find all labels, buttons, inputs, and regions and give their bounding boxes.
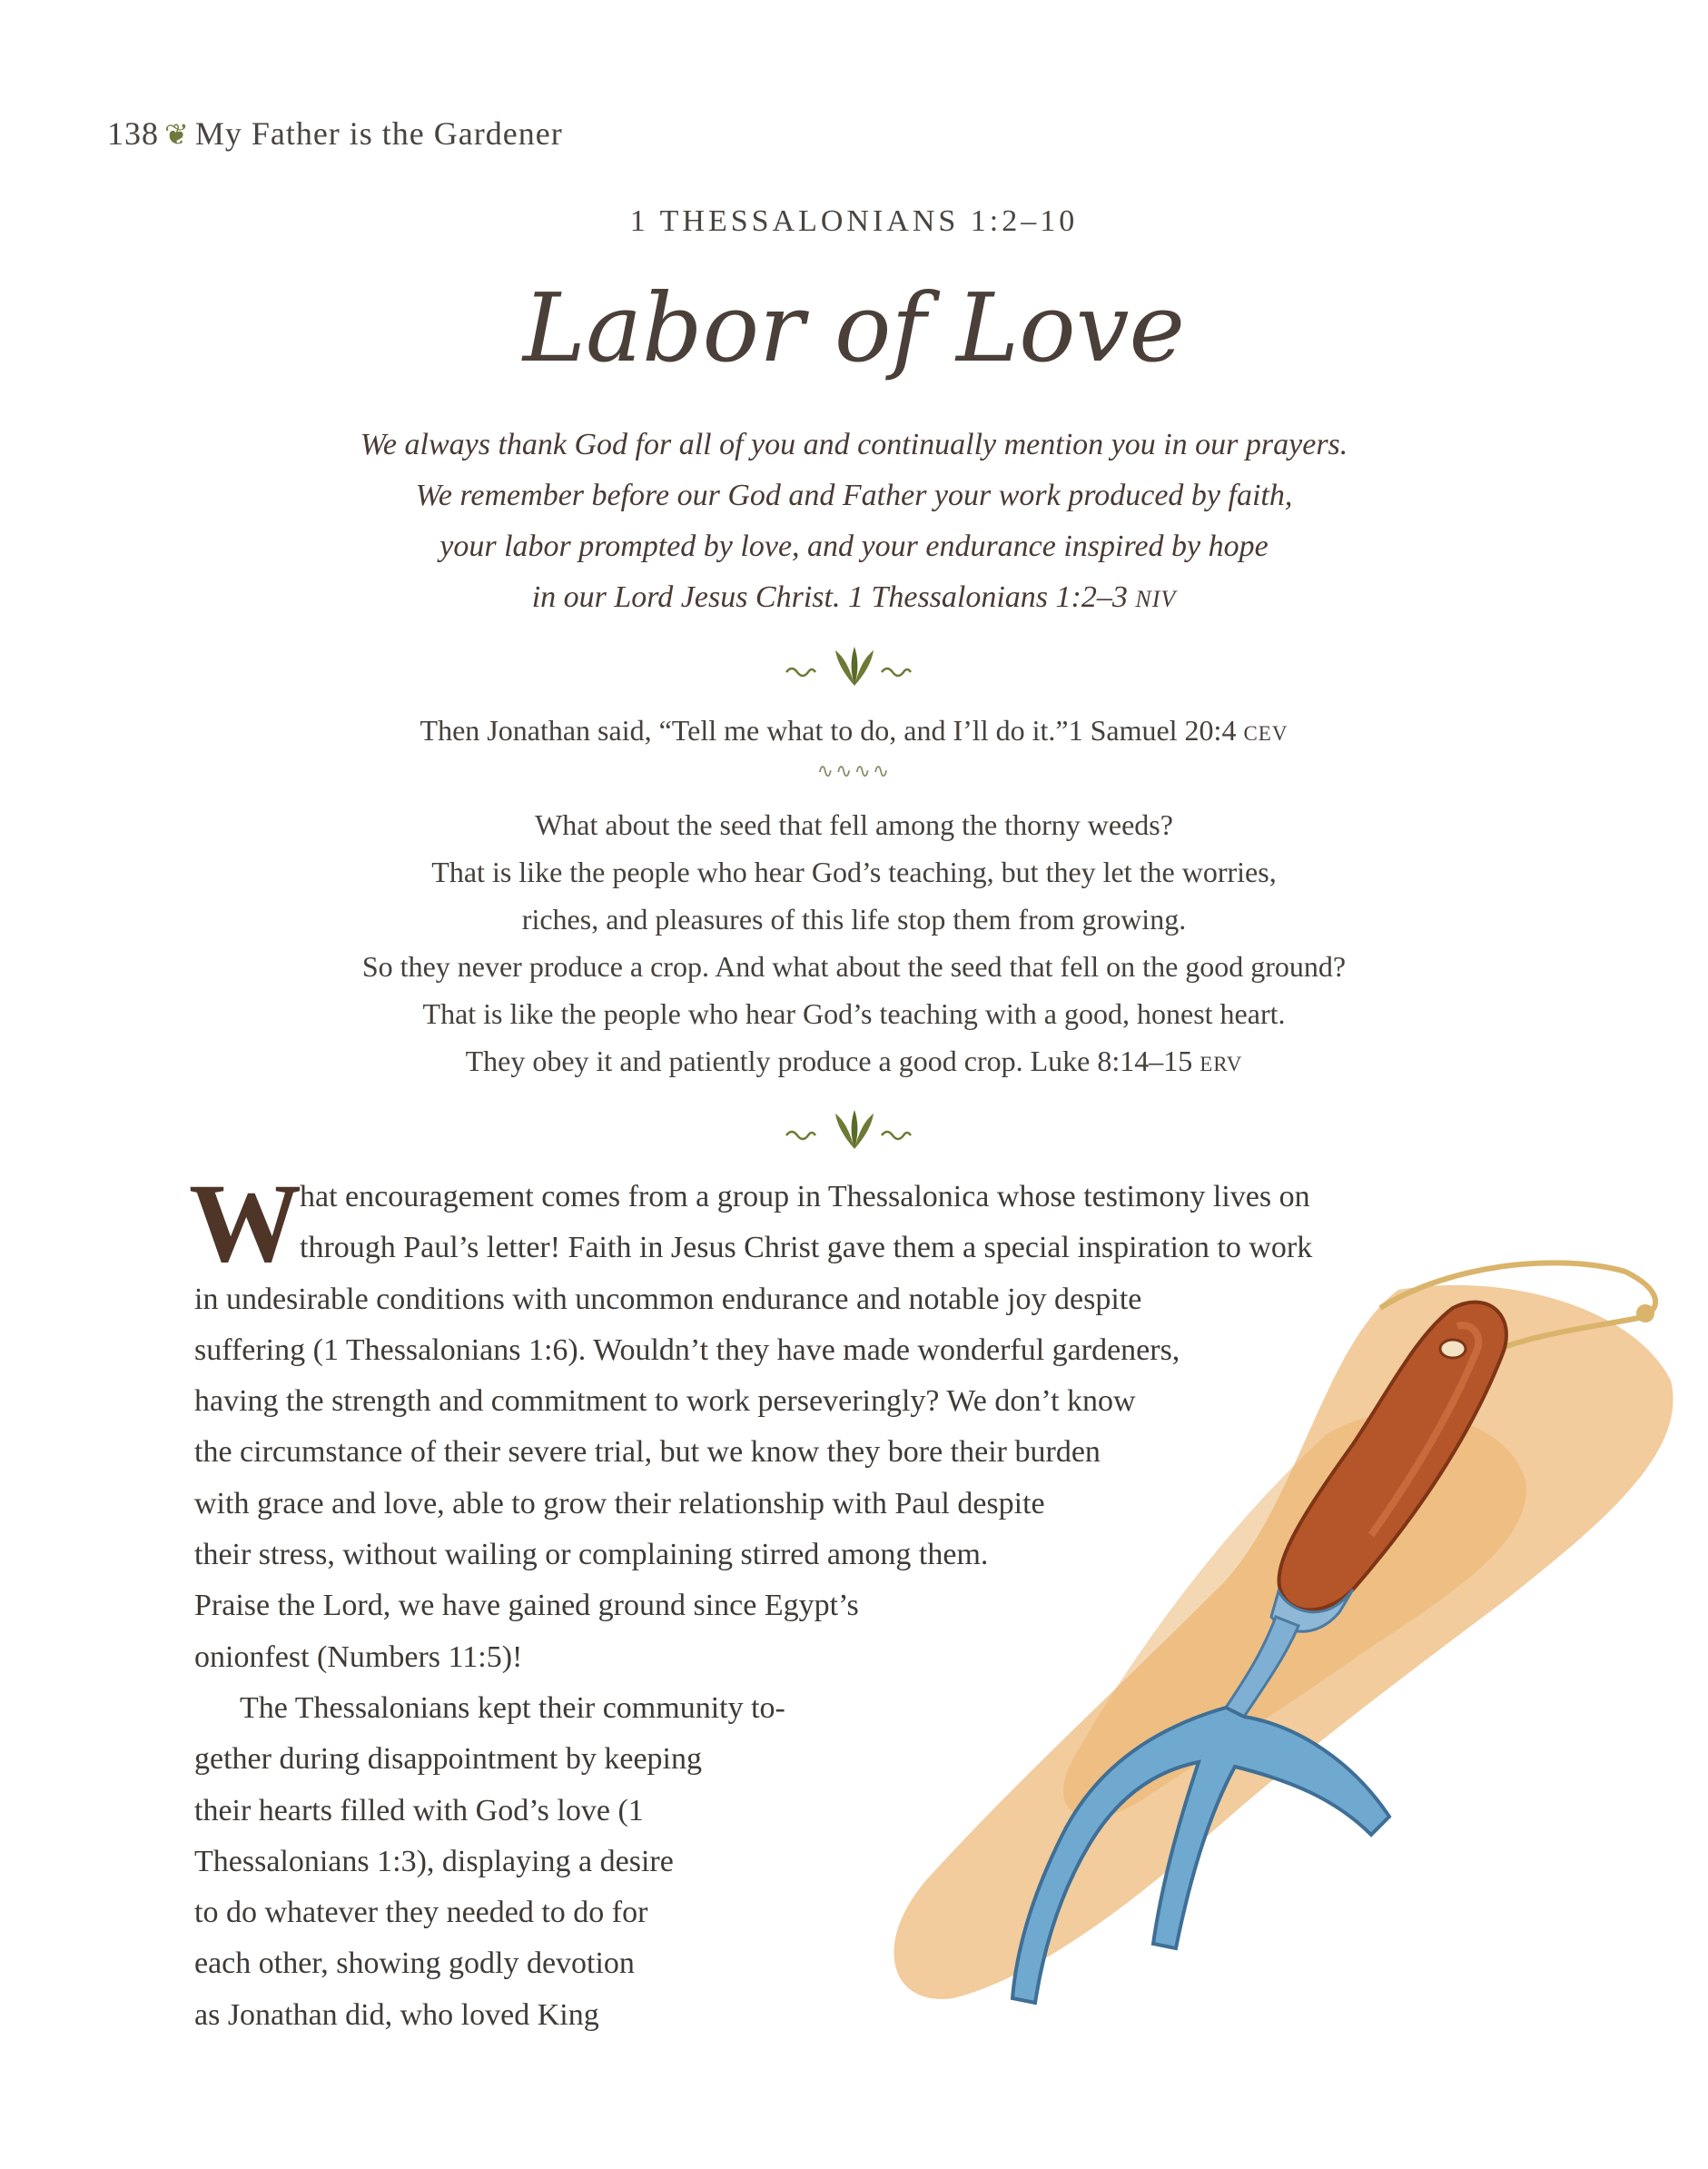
key-verse-line: your labor prompted by love, and your endurance inspired by hope bbox=[439, 530, 1269, 563]
key-verse-text: in our Lord Jesus Christ. 1 Thessalonians 1:2–3 bbox=[531, 580, 1128, 614]
verse-samuel bbox=[0, 707, 1708, 758]
body-line: The Thessalonians kept their community to- bbox=[240, 1690, 785, 1725]
translation-label: NIV bbox=[1135, 586, 1177, 612]
body-line: their hearts filled with God’s love (1 bbox=[194, 1793, 644, 1827]
body-text bbox=[194, 1172, 1312, 2041]
book-title: My Father is the Gardener bbox=[194, 115, 563, 152]
body-line: to do whatever they needed to do for bbox=[194, 1896, 648, 1930]
body-line: gether during disappointment by keeping bbox=[194, 1742, 702, 1777]
body-line: having the strength and commitment to work perseveringly? We don’t know bbox=[194, 1384, 1136, 1419]
body-line: suffering (1 Thessalonians 1:6). Wouldn’t they have made wonderful gardeners, bbox=[194, 1332, 1180, 1367]
body-line: their stress, without wailing or complaining stirred among them. bbox=[194, 1538, 989, 1572]
body-line: the circumstance of their severe trial, but we know they bore their burden bbox=[194, 1435, 1101, 1470]
running-head bbox=[107, 114, 563, 153]
translation-label: CEV bbox=[1243, 722, 1288, 745]
verse-luke-line: That is like the people who hear God’s teaching with a good, honest heart. bbox=[422, 997, 1286, 1030]
body-line: Thessalonians 1:3), displaying a desire bbox=[194, 1844, 674, 1878]
key-verse-line: We remember before our God and Father your work produced by faith, bbox=[415, 479, 1293, 512]
body-line: hat encouragement comes from a group in Thessalonica whose testimony lives on bbox=[300, 1180, 1310, 1213]
verse-luke-line: What about the seed that fell among the thorny weeds? bbox=[535, 808, 1173, 841]
page-number: 138 bbox=[107, 115, 159, 152]
verse-luke-line: riches, and pleasures of this life stop them from growing. bbox=[521, 903, 1187, 936]
body-line: Praise the Lord, we have gained ground since Egypt’s bbox=[194, 1589, 859, 1623]
verse-samuel-text: Then Jonathan said, “Tell me what to do, and I’ll do it.”1 Samuel 20:4 bbox=[420, 714, 1237, 747]
key-verse-line: We always thank God for all of you and continually mention you in our prayers. bbox=[360, 428, 1348, 461]
drop-cap: W bbox=[189, 1161, 301, 1285]
leaf-ornament-icon: ❦ bbox=[164, 118, 190, 151]
scripture-reference: 1 THESSALONIANS 1:2–10 bbox=[629, 204, 1079, 238]
verse-luke-line: That is like the people who hear God’s teaching, but they let the worries, bbox=[431, 856, 1277, 888]
sprig-ornament-icon bbox=[0, 1108, 1708, 1154]
verse-luke-text: They obey it and patiently produce a good crop. Luke 8:14–15 bbox=[465, 1045, 1193, 1077]
key-verse-line bbox=[0, 572, 1708, 625]
body-line: with grace and love, able to grow their relationship with Paul despite bbox=[194, 1486, 1045, 1520]
key-verse bbox=[0, 420, 1708, 625]
verse-luke-line: So they never produce a crop. And what about the seed that fell on the good ground? bbox=[361, 950, 1347, 983]
body-line: onionfest (Numbers 11:5)! bbox=[194, 1639, 523, 1674]
sprig-ornament-icon bbox=[0, 645, 1708, 690]
body-line: through Paul’s letter! Faith in Jesus Christ gave them a special inspiration to work bbox=[300, 1231, 1313, 1265]
page-title: Labor of Love bbox=[522, 272, 1186, 383]
translation-label: ERV bbox=[1200, 1053, 1243, 1075]
body-line: in undesirable conditions with uncommon endurance and notable joy despite bbox=[194, 1282, 1142, 1316]
squiggle-divider-icon: ∿∿∿∿ bbox=[816, 759, 892, 782]
body-line: as Jonathan did, who loved King bbox=[194, 1997, 599, 2032]
body-line: each other, showing godly devotion bbox=[194, 1946, 635, 1981]
verse-luke bbox=[0, 801, 1708, 1088]
cord-knot bbox=[1636, 1304, 1654, 1322]
hang-hole bbox=[1440, 1340, 1466, 1358]
